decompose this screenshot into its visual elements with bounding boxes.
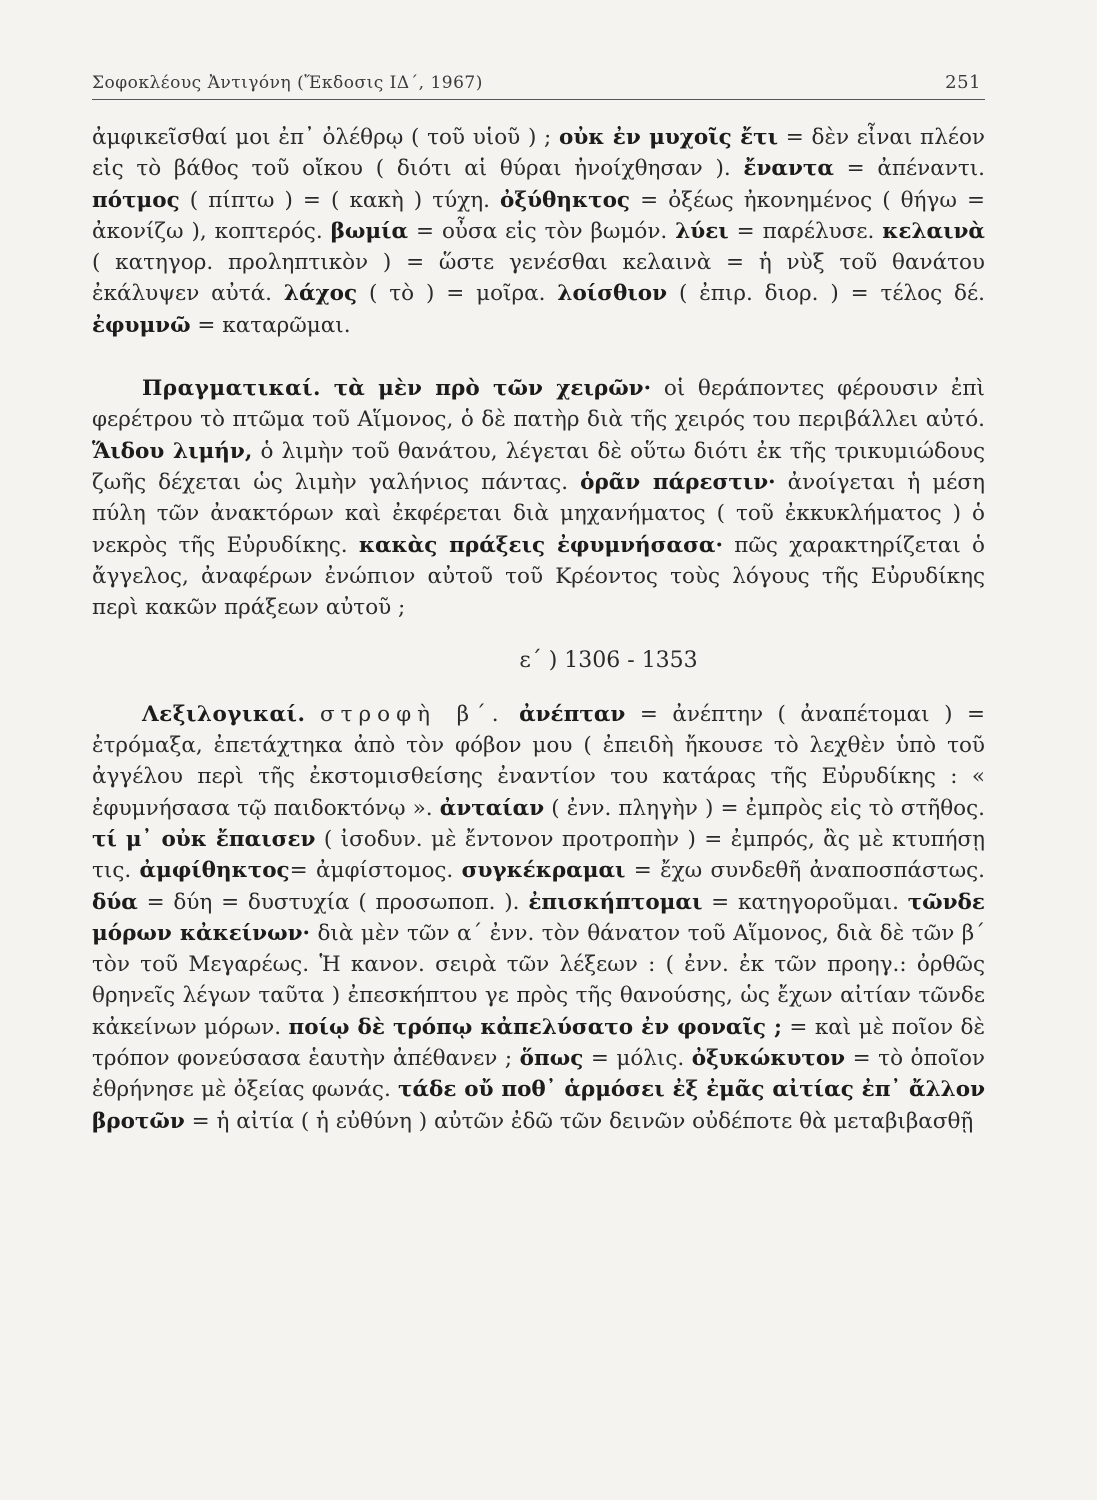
section-number: ε΄ ) 1306 - 1353 bbox=[519, 648, 698, 674]
lemma: συγκέκραμαι bbox=[461, 858, 626, 884]
section-heading: Πραγματικαί. bbox=[142, 376, 322, 402]
lemma: ὀξύθηκτος bbox=[500, 187, 631, 213]
gloss-text: πῶς χαρακτηρίζεται ὁ ἄγγελος, ἀναφέρων ἐνώπιον αὐτοῦ τοῦ Κρέοντος τοὺς λόγους τῆς Εὐρυδίκης περὶ κακῶν πράξεων αὐτοῦ ; bbox=[92, 532, 985, 621]
lemma: οὐκ ἐν μυχοῖς ἔτι bbox=[559, 125, 779, 150]
lemma: ὀξυκώκυτον bbox=[691, 1046, 846, 1072]
lemma: ἐπισκήπτομαι bbox=[528, 889, 703, 915]
lemma: τί μ᾽ οὐκ ἔπαισεν bbox=[92, 826, 316, 852]
strophe-label: στροφὴ β΄. bbox=[319, 701, 505, 727]
page-body bbox=[92, 122, 985, 1137]
lemma: ἐφυμνῶ bbox=[92, 312, 191, 338]
lemma: ἀνέπταν bbox=[519, 701, 626, 727]
lemma: τάδε οὔ ποθ᾽ ἁρμόσει ἐξ ἐμᾶς αἰτίας ἐπ᾽ ἄλλον βροτῶν bbox=[92, 1077, 985, 1134]
gloss-text: διὰ μὲν τῶν α΄ ἐνν. τὸν θάνατον τοῦ Αἵμονος, διὰ δὲ τῶν β΄ τὸν τοῦ Μεγαρέως. Ἡ κανον. σειρὰ τῶν λέξεων : ( ἐνν. ἐκ τῶν προηγ.: ὀρθῶς θρηνεῖς λέγων ταῦτα ) ἐπεσκήπτου γε πρὸς τῆς θανούσης, ὡς ἔχων αἰτίαν τῶνδε κἀκείνων μόρων. bbox=[92, 920, 985, 1040]
lemma: κακὰς πράξεις ἐφυμνήσασα· bbox=[358, 532, 723, 558]
lemma: ποίῳ δὲ τρόπῳ κἀπελύσατο ἐν φοναῖς ; bbox=[288, 1014, 782, 1040]
gloss-text: = καταρῶμαι. bbox=[197, 312, 351, 338]
lemma: λύει bbox=[675, 218, 729, 244]
gloss-text: ( τὸ ) = μοῖρα. bbox=[368, 281, 546, 307]
lemma: δύα bbox=[92, 889, 138, 915]
vocabulary-paragraph-1 bbox=[92, 122, 985, 341]
lemma: τῶνδε μόρων κἀκείνων· bbox=[92, 889, 985, 946]
lemma: ὁρᾶν πάρεστιν· bbox=[580, 469, 776, 495]
lemma: πότμος bbox=[92, 187, 180, 213]
lemma: λάχος bbox=[283, 281, 358, 307]
lemma: λοίσθιον bbox=[557, 281, 668, 307]
lemma: βωμία bbox=[330, 218, 409, 244]
gloss-text: ( κατηγορ. προληπτικὸν ) = ὥστε γενέσθαι κελαινὰ = ἡ νὺξ τοῦ θανάτου ἐκάλυψεν αὐτά. bbox=[92, 250, 985, 307]
gloss-text: = ἡ αἰτία ( ἡ εὐθύνη ) αὐτῶν ἐδῶ τῶν δεινῶν οὐδέποτε θὰ μεταβιβασθῇ bbox=[191, 1108, 974, 1134]
gloss-text: ἀνοίγεται ἡ μέση πύλη τῶν ἀνακτόρων καὶ ἐκφέρεται διὰ μηχανήματος ( τοῦ ἐκκυκλήματος ) ὁ νεκρὸς τῆς Εὐρυδίκης. bbox=[92, 469, 985, 558]
factual-notes-paragraph bbox=[92, 373, 985, 623]
paragraph-spacer bbox=[92, 677, 985, 699]
vocabulary-paragraph-2 bbox=[92, 699, 985, 1137]
section-heading: Λεξιλογικαί. bbox=[142, 701, 306, 727]
lemma: τὰ μὲν πρὸ τῶν χειρῶν· bbox=[333, 376, 652, 402]
gloss-text: οἱ θεράποντες φέρουσιν ἐπὶ φερέτρου τὸ πτῶμα τοῦ Αἵμονος, ὁ δὲ πατὴρ διὰ τῆς χειρός του περιβάλλει αὐτό. bbox=[92, 376, 985, 433]
gloss-text: = ὀξέως ἠκονημένος ( θήγω = ἀκονίζω ), κοπτερός. bbox=[92, 187, 985, 244]
lemma: ἀνταίαν bbox=[439, 795, 545, 821]
gloss-text: ( ἰσοδυν. μὲ ἔντονον προτροπὴν ) = ἐμπρός, ἂς μὲ κτυπήσῃ τις. bbox=[92, 826, 986, 884]
lemma: ἔναντα bbox=[743, 156, 834, 182]
gloss-text: = καὶ μὲ ποῖον δὲ τρόπον φονεύσασα ἑαυτὴν ἀπέθανεν ; bbox=[92, 1014, 986, 1072]
gloss-text: = ἔχω συνδεθῆ ἀναποσπάστως. bbox=[633, 858, 986, 884]
gloss-text: = τὸ ὁποῖον ἐθρήνησε μὲ ὀξείας φωνάς. bbox=[92, 1046, 986, 1103]
gloss-text: ὁ λιμὴν τοῦ θανάτου, λέγεται δὲ οὕτω διότι ἐκ τῆς τρικυμιώδους ζωῆς δέχεται ὡς λιμὴν γαλήνιος πάντας. bbox=[92, 438, 985, 495]
lemma: ἀμφίθηκτος bbox=[139, 858, 290, 884]
lemma: Ἅιδου λιμήν, bbox=[92, 438, 253, 464]
gloss-text: = ἀνέπτην ( ἀναπέτομαι ) = ἐτρόμαξα, ἐπετάχτηκα ἀπὸ τὸν φόβον μου ( ἐπειδὴ ἤκουσε τὸ λεχθὲν ὑπὸ τοῦ ἀγγέλου περὶ τῆς ἐκστομισθείσης ἐναντίον του κατάρας τῆς Εὐρυδίκης : « ἐφυμνήσασα τῷ παιδοκτόνῳ ». bbox=[92, 701, 985, 821]
gloss-text: ( πίπτω ) = ( κακὴ ) τύχη. bbox=[189, 187, 490, 213]
gloss-text: = οὖσα εἰς τὸν βωμόν. bbox=[416, 218, 668, 244]
running-header bbox=[92, 62, 985, 100]
gloss-text: = ἀμφίστομος. bbox=[289, 858, 454, 884]
gloss-text: = δύη = δυστυχία ( προσωποπ. ). bbox=[146, 889, 520, 915]
gloss-text: ( ἐπιρ. διορ. ) = τέλος δέ. bbox=[678, 281, 985, 307]
gloss-text: = κατηγοροῦμαι. bbox=[711, 889, 899, 915]
gloss-text: = παρέλυσε. bbox=[736, 218, 875, 244]
paragraph-spacer bbox=[92, 623, 985, 645]
running-title: Σοφοκλέους Ἀντιγόνη (Ἔκδοσις ΙΔ΄, 1967) bbox=[92, 73, 483, 93]
paragraph-spacer bbox=[92, 341, 985, 373]
gloss-text: = ἀπέναντι. bbox=[846, 156, 985, 182]
lemma: κελαινὰ bbox=[882, 218, 985, 244]
lemma: ὅπως bbox=[519, 1046, 584, 1072]
page-number: 251 bbox=[945, 72, 981, 93]
gloss-text: = μόλις. bbox=[590, 1046, 685, 1072]
gloss-text: = δὲν εἶναι πλέον εἰς τὸ βάθος τοῦ οἴκου ( διότι αἱ θύραι ἠνοίχθησαν ). bbox=[92, 125, 985, 182]
gloss-text: ἀμφικεῖσθαί μοι ἐπ᾽ ὀλέθρῳ ( τοῦ υἱοῦ ) ; bbox=[92, 125, 552, 150]
gloss-text: ( ἐνν. πληγὴν ) = ἐμπρὸς εἰς τὸ στῆθος. bbox=[551, 795, 985, 821]
